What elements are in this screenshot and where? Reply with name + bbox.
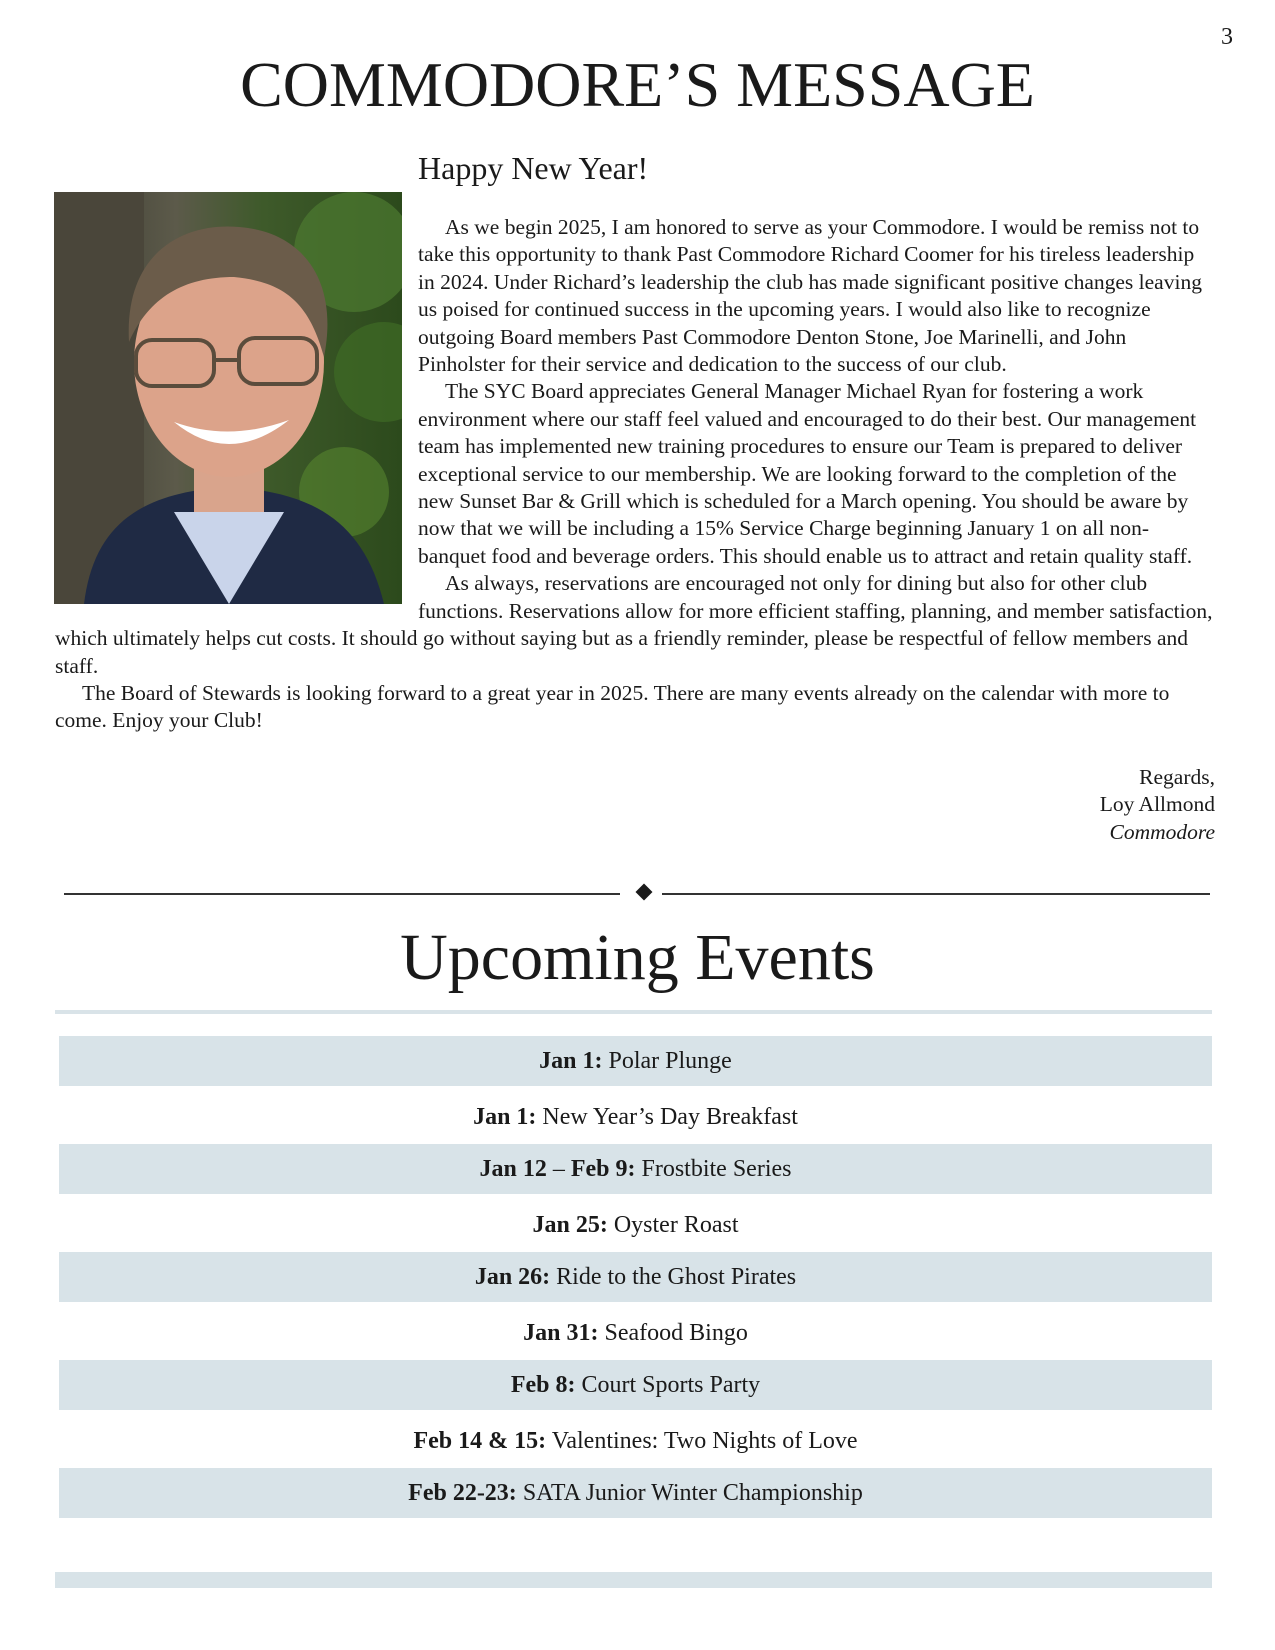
event-date: Jan 12: [479, 1156, 547, 1182]
events-list: [59, 1036, 1212, 1522]
event-row: [59, 1360, 1212, 1410]
event-name: Valentines: Two Nights of Love: [551, 1428, 858, 1454]
event-row: [59, 1090, 1212, 1144]
section-divider: [64, 893, 1210, 895]
page-number: 3: [1221, 24, 1233, 50]
event-date: Feb 8:: [510, 1372, 576, 1398]
event-name: New Year’s Day Breakfast: [542, 1104, 798, 1130]
diamond-icon: [636, 884, 653, 901]
event-date: Jan 1:: [473, 1104, 537, 1130]
commodore-letter: [55, 214, 1215, 735]
footer-bar: [55, 1572, 1212, 1588]
closing-text: Regards,: [1139, 765, 1215, 789]
letter-paragraph: The SYC Board appreciates General Manager Michael Ryan for fostering a work environment where our staff feel valued and encouraged to do their best. Our management team has implemented new training procedures to ensure our Team is prepared to deliver exceptional service to our membership. We are looking forward to the completion of the new Sunset Bar & Grill which is scheduled for a March opening. You should be aware by now that we will be including a 15% Service Charge beginning January 1 on all non-banquet food and beverage orders. This should enable us to attract and retain quality staff.: [418, 379, 1197, 568]
event-name: Polar Plunge: [608, 1048, 732, 1074]
letter-signoff: [1100, 764, 1215, 846]
event-name: Seafood Bingo: [604, 1320, 748, 1346]
letter-paragraph: As we begin 2025, I am honored to serve as your Commodore. I would be remiss not to take this opportunity to thank Past Commodore Richard Coomer for his tireless leadership in 2024. Under Richard’s leadership the club has made significant positive changes leaving us poised for continued success in the upcoming years. I would also like to recognize outgoing Board members Past Commodore Denton Stone, Joe Marinelli, and John Pinholster for their service and dedication to the success of our club.: [418, 215, 1202, 377]
event-row: [59, 1306, 1212, 1360]
event-name: Court Sports Party: [581, 1372, 761, 1398]
signer-title: Commodore: [1109, 819, 1215, 844]
greeting-heading: Happy New Year!: [418, 150, 649, 186]
event-name: Oyster Roast: [613, 1212, 739, 1238]
event-row: [59, 1036, 1212, 1086]
event-name: Frostbite Series: [641, 1156, 792, 1182]
events-heading: Upcoming Events: [400, 921, 875, 994]
event-date: Jan 26:: [474, 1264, 551, 1290]
events-heading-rule: [55, 1010, 1212, 1014]
event-row: [59, 1144, 1212, 1194]
page-title: COMMODORE’S MESSAGE: [240, 49, 1035, 120]
letter-paragraph: As always, reservations are encouraged not only for dining but also for other club functions. Reservations allow for more efficient staffing, planning, and member satisfaction, which ultimately helps cut costs. It should go without saying but as a friendly reminder, please be respectful of fellow members and staff.: [55, 571, 1213, 678]
event-name: SATA Junior Winter Championship: [522, 1480, 863, 1506]
event-row: [59, 1468, 1212, 1518]
letter-paragraph: The Board of Stewards is looking forward to a great year in 2025. There are many events already on the calendar with more to come. Enjoy your Club!: [55, 680, 1170, 733]
event-date-end: Feb 9:: [570, 1156, 636, 1182]
divider-line-right: [662, 893, 1210, 895]
event-date: Feb 14 & 15:: [413, 1428, 547, 1454]
event-row: [59, 1198, 1212, 1252]
event-date-separator: –: [546, 1156, 571, 1182]
event-date: Jan 31:: [523, 1320, 599, 1346]
event-name: Ride to the Ghost Pirates: [556, 1264, 797, 1290]
event-row: [59, 1252, 1212, 1302]
event-date: Jan 1:: [539, 1048, 603, 1074]
divider-line-left: [64, 893, 620, 895]
signer-name: Loy Allmond: [1099, 792, 1215, 817]
event-date: Jan 25:: [532, 1212, 608, 1238]
event-row: [59, 1414, 1212, 1468]
event-date: Feb 22-23:: [408, 1480, 517, 1506]
